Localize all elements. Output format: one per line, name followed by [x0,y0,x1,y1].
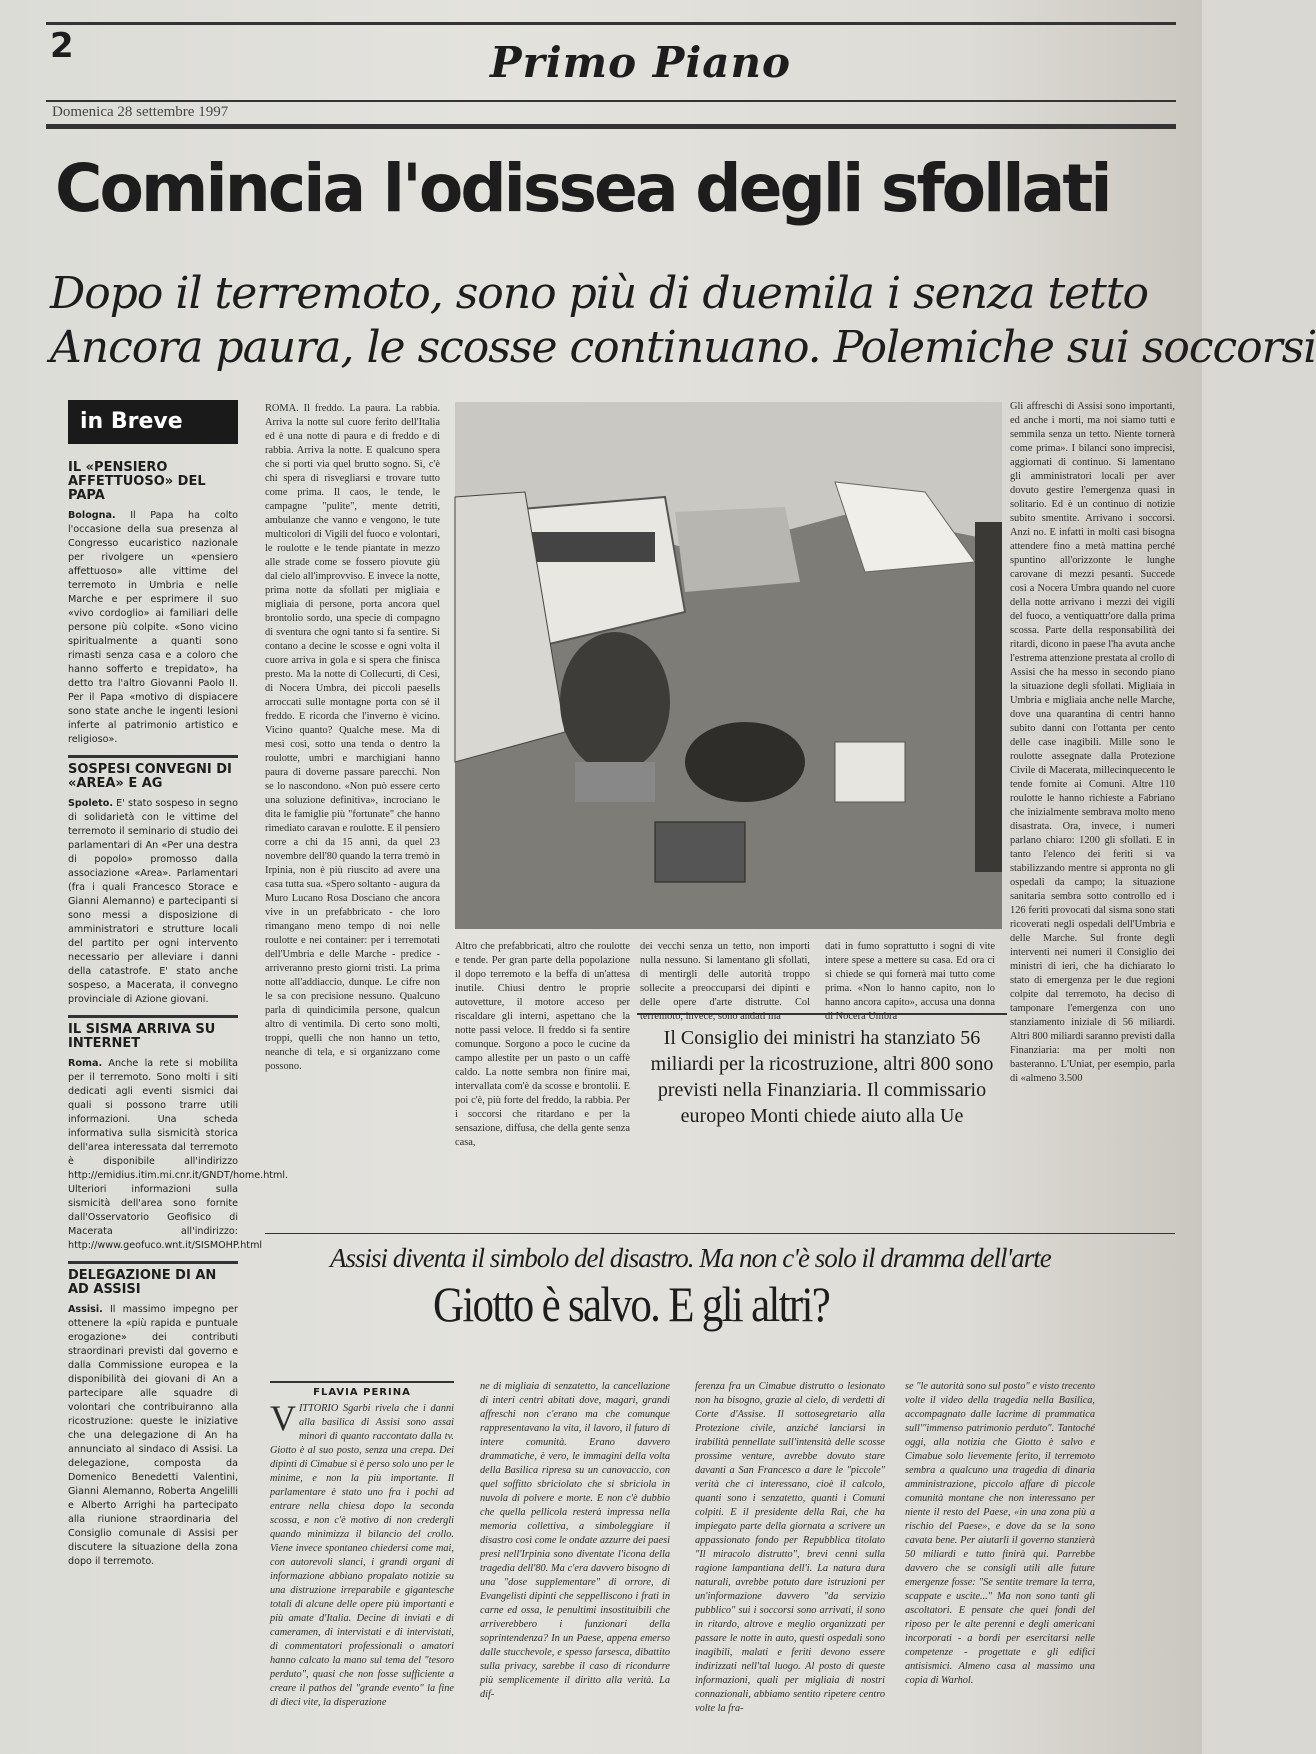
second-kicker: Assisi diventa il simbolo del disastro. Ma non c'è solo il dramma dell'arte [330,1243,1051,1273]
brief-text-4: Il massimo impegno per ottenere la «più rapida e puntuale erogazione» dei contributi straordinari previsti dal governo e dalla Commissione europea e la disponibilità dei giovani di An a partecipare alle squadre di volontari che contribuiranno alla ricostruzione: queste le iniziative che una delegazione di An ha annunciato al sindaco di Assisi. La delegazione, composta da Domenico Benedetti Valentini, Gianni Alemanno, Roberta Angelilli e Alberto Arrighi ha partecipato alla riunione straordinaria del Consiglio comunale di Assisi per discutere la situazione della zona dopo il terremoto. [68,1304,238,1567]
photo-illustration [455,402,1002,929]
second-column-4: se "le autorità sono sul posto" e visto trecento volte il video della tragedia nella Basilica, accompagnato dalle lacrime di prammatica sull'"immenso patrimonio perduto". Tantoché oggi, alla notizia che Giotto è salvo e Cimabue solo lievemente ferito, il terremoto sembra a qualcuno una tragedia di dinaria amministrazione, piccolo affare di piccole comunità montane che non interessano per niente il resto del Paese, «in una zona più a rischio del Paese», e dove da se la sono cavata bene. Per aiutarli il governo stanzierà 50 miliardi e tutto finirà qui. Parrebbe davvero che se consigli utili alle future emergenze fosse: "Se sentite tremare la terra, scappate e uscite..." Ma non sono tanti gli ascoltatori. E pensate che quei fondi del riposo per le alte perenni e degli americani incorporati - a bordi per esercitarsi nelle competenze - progettate e gli edifici antisismici. Almeno casa al massimo una copia di Warhol. [905,1381,1095,1686]
brief-place-3: Roma. [68,1058,103,1069]
brief-text-1: Il Papa ha colto l'occasione della sua presenza al Congresso eucaristico nazionale per rivolgere un «pensiero affettuoso» alle vittime del terremoto in Umbria e nelle Marche e per esprimere il suo «vivo cordoglio» ai familiari delle persone più colpite. «Sono vicino spiritualmente a quanti sono rimasti senza casa e a coloro che hanno sofferto e trepidato», ha detto tra l'altro Giovanni Paolo II. Per il Papa «motivo di dispiacere sono state anche le ingenti lesioni inferte al patrimonio artistico e religioso». [68,510,238,745]
brief-title-2: SOSPESI CONVEGNI DI «AREA» E AG [68,755,238,791]
second-column-1-text: ITTORIO Sgarbi rivela che i danni alla basilica di Assisi sono assai minori di quanto raccontato dalla tv. Giotto è al suo posto, senza una crepa. Dei dipinti di Cimabue si è perso solo uno per le minime, e non la più importante. Il parlamentare è stato uno fra i pochi ad entrare nella chiesa dopo la seconda scossa, e non c'è motivo di non credergli quando minimizza il bilancio del crollo. Viene invece spontaneo chiedersi come mai, con autorevoli slanci, i grandi organi di informazione abbiano propalato notizie su una distruzione irreparabile e gigantesche totali di alcune delle opere più importanti e più amate d'Italia. Decine di inviati e di cameramen, di intervistati e di intervistati, di commentatori professionali o amatori hanno calcato la mano sul tema del "tesoro perduto", quasi che non fosse sufficiente a creare il pathos del "grande evento" la fine di dieci vite, la disperazione [270,1403,454,1708]
brief-title-3: IL SISMA ARRIVA SU INTERNET [68,1015,238,1051]
second-headline: Giotto è salvo. E gli altri? [433,1276,830,1332]
article-column-3-end [640,1158,810,1228]
second-column-2: ne di migliaia di senzatetto, la cancellazione di interi centri abitati dove, magari, grandi affreschi non c'erano ma che comunque rappresentavano la vita, il lavoro, il futuro di intere comunità. Erano davvero drammatiche, è vero, le immagini della volta della Basilica ripresa su un canovaccio, con quel soffitto sbriciolato che si sbriciola in nuvola di polvere e morte. E non c'è dubbio che quella pellicola resterà impressa nella memoria collettiva, a simboleggiare il disastro così come le ondate azzurre dei paesi presi nell'Irpinia sono diventate l'icona della tragedia dell'80. Ma c'era davvero bisogno di una "dose supplementare" di orrore, di Evangelisti dipinti che seppelliscono i frati in carne ed ossa, le penultimi insostituibili che arriverebbero i funzionari della soprintendenza? In un Paese, appena emerso dalle stucchevole, e spesso farsesca, dibattito sulla privacy, sarebbe il caso di ricondurre più semplicemente il diritto alla verità. La dif- [480,1381,670,1700]
section-divider [265,1233,1175,1234]
second-column-3: ferenza fra un Cimabue distrutto o lesionato non ha bisogno, grazie al cielo, di verdetti di Corte d'Assise. Il sottosegretario alla Protezione civile, anziché lanciarsi in irabilità pennellate sull'intensità delle scosse prossime venture, avrebbe dovuto stare davanti a San Francesco a dare le "piccole" verità che ci interessano, cioè il calcolo, quanti sono i senzatetto, quanti i Comuni colpiti. E il presidente della Rai, che ha impiegato parte della giornata a scrivere un appassionato fondo per Repubblica titolato "Il miracolo distrutto", brevi cenni sulla ragione lampantiana dell'i. La natura dura naturali, avrebbe potuto dare istruzioni per un'informazione davvero "da servizio pubblico" sui i soccorsi sono arrivati, il sono in ritardo, altrove e meglio organizzati per passare le notte in auto, questi ospedali sono inagibili, malati e feriti devono essere indirizzati nell'tal luogo. Al posto di queste informazioni, quali per migliaia di nostri connazionali, abbiamo sentito ripetere centro volte la fra- [695,1381,885,1714]
brief-title-1: IL «PENSIERO AFFETTUOSO» DEL PAPA [68,460,206,503]
brief-body-1 [68,509,238,747]
second-column-1 [270,1398,454,1732]
brief-body-4 [68,1303,238,1567]
in-breve-label: in Breve [68,400,238,444]
brief-place-2: Spoleto. [68,798,113,809]
brief-text-3: Anche la rete si mobilita per il terremoto. Sono molti i siti dedicati agli eventi sismici dai quali si possono trarre utili informazioni. Una scheda informativa sulla sismicità storica dell'area interessata dal terremoto è disponibile all'indirizzo http://emidius.itim.mi.cnr.it/GNDT/home.html. Ulteriori informazioni sulla sismicità dell'area sono fornite dall'Osservatorio Geofisico di Macerata all'indirizzo: http://www.geofuco.wnt.it/SISMOHP.html [68,1058,289,1251]
brief-place-1: Bologna. [68,510,116,521]
brief-text-2: E' stato sospeso in segno di solidarietà con le vittime del terremoto il seminario di studio dei parlamentari di An «Per una destra di popolo» promosso dalla associazione «Area». Parlamentari (fra i quali Francesco Storace e Gianni Alemanno) e partecipanti si sono messi a disposizione di amministratori e strutture locali del partito per ogni intervento necessario per alleviare i danni della catastrofe. E' stato anche sospeso, a Macerata, il convegno provinciale di Azione giovani. [68,798,238,1005]
date-rule [46,124,1176,129]
deck-line-2: Ancora paura, le scosse continuano. Polemiche sui soccorsi [50,322,1316,373]
top-rule [46,22,1176,25]
byline: FLAVIA PERINA [270,1381,454,1398]
brief-body-2 [68,797,238,1007]
article-column-4: dati in fumo soprattutto i sogni di vite intere spese a mettere su casa. Ed ora ci si chiede se qui fornerà mai tutto come prima. «Non lo hanno capito, non lo hanno ancora capito», accusa una donna di Nocera Umbra [825,941,995,1022]
article-column-2: Altro che prefabbricati, altro che roulotte e tende. Per gran parte della popolazione il dopo terremoto e la beffa di un'attesa inutile. Chiusi dentro le proprie autovetture, il motore acceso per riscaldare gli interni, aspettano che la notte passi veloce. Il freddo si fa sentire comunque. Sorgono a poco le cucine da campo allestite per un pasto o un caffè caldo. La notte sembra non finire mai, intervallata com'è da scosse e brontolii. E poi c'è, più forte del freddo, la rabbia. Per i soccorsi che ritardano e per la sensazione, diffusa, che della gente senza casa, [455,941,630,1148]
section-masthead: Primo Piano [490,38,792,87]
main-headline: Comincia l'odissea degli sfollati [55,150,1110,227]
article-column-1: ROMA. Il freddo. La paura. La rabbia. Arriva la notte sul cuore ferito dell'Italia ed è una notte di paura e di freddo e di rabbia. Arriva la notte. E qualcuno spera che si porti via quel brutto sogno. Sì, c'è chi spera di risvegliarsi e trovare tutto come prima. Il caos, le tende, le campagne "pulite", mente detriti, ambulanze che vanno e vengono, le tute multicolori di Vigili del fuoco e volontari, le roulotte e le tende piantate in mezzo alle strade come se fossero piovute giù dal cielo all'improvviso. E invece la notte, prima notte da sfollati per migliaia e migliaia di persone, porta ancora quel brontolio sordo, una specie di compagno di sventura che ogni tanto si fa sentire. Si contano a decine le scosse e ogni volta il cuore arriva in gola e si spera che finisca presto. Ma la notte di Collecurti, di Cesi, di Nocera Umbra, dei piccoli paesells arroccati sulle montagne porta con sé il freddo. E ricorda che l'inverno è vicino. Vicino quanto? Qualche mese. Ma di mesi così, sotto una tenda o dentro la roulotte, umbri e marchigiani hanno paura di doverne passare parecchi. Non se lo nascondono. «Non può essere certo una soluzione definitiva», incrociano le dita le famiglie più "fortunate" che hanno rimediato caravan e roulotte. E il pensiero corre a chi da 15 anni, da quel 23 novembre dell'80 quando la terra tremò in Irpinia, non è più riuscito ad avere una casa tutta sua. «Spero soltanto - augura da Muro Lucano Rosa Dosciano che ancora vive in un prefabbricato - che loro rimangano meno tempo di noi nelle roulotte e nei container: per i terremotati dell'Umbria e delle Marche - predice - arriveranno presto giorni tristi. La prima notte all'addiaccio, dunque. Le cifre non le sa con precisione nessuno. Qualcuno parla di quindicimila persone, qualcun altro di ventimila. Di certo sono molti, troppi, quelli che non hanno un tetto, neanche di tela, e si organizzano come possono. [265,403,440,1072]
photo-refugee-camp [455,402,1002,929]
article-column-3: dei vecchi senza un tetto, non importi nulla nessuno. Si lamentano gli sfollati, di mentirgli delle autorità troppo sollecite a preoccuparsi dei dipinti e delle opere d'arte distrutte. Col terremoto, invece, sono andati ma [640,941,810,1022]
article-column-5: Gli affreschi di Assisi sono importanti, ed anche i morti, ma noi siamo tutti e semmila senza un tetto. Niente tornerà come prima». I bilanci sono imprecisi, aggiornati di continuo. Si lamentano gli amministratori locali per aver dovuto gestire l'emergenza quasi in solitario. Ed è un continuo di notizie subito smentite. Arrivano i soccorsi. Anzi no. E infatti in molti casi bisogna attendere fino a metà mattina perché spuntino all'orizzonte le lunghe carovane di mezzi pesanti. Succede così a Nocera Umbra quando nel cuore della notte arrivano i mezzi dei vigili del fuoco, a ventiquattr'ore dalla prima scossa. Parte della responsabilità dei ritardi, dicono in paese l'ha avuta anche l'estrema attenzione prestata al crollo di Assisi che ha messo in secondo piano la situazione degli sfollati. Migliaia in Umbria e migliaia anche nelle Marche, dove una quarantina di centri hanno subito danni con l'ottanta per cento delle case inagibili. Mille sono le roulotte assegnate dalla Protezione Civile di Macerata, millecinquecento le tende fornite ai Comuni. Altre 110 roulotte le hanno richieste a Fabriano che inizialmente sembrava molto meno disastrata. Ora, invece, i numeri parlano chiaro: 1200 gli sfollati. E in tanto l'elenco dei feriti si va stabilizzando mentre si appronta no gli ospedali da campo; la situazione sanitaria sembra sotto controllo ed i 126 feriti provocati dal sisma sono stati ricoverati negli ospedali dell'Umbria e delle Marche. Sul fronte degli interventi nei numeri il Consiglio dei ministri di ieri, che ha dichiarato lo stato di emergenza per le due regioni colpite dal terremoto, ha deciso di tamponare l'emergenza con uno stanziamento iniziale di 56 miliardi. Altri 800 miliardi saranno previsti dalla Finanziaria: ma per molti non basteranno. L'Uniat, per esempio, parla di «almeno 3.500 [1010,401,1175,1084]
brief-place-4: Assisi. [68,1304,103,1315]
page-number: 2 [50,26,74,66]
pull-quote: Il Consiglio dei ministri ha stanziato 56 miliardi per la ricostruzione, altri 800 sono previsti nella Finanziaria. Il commissario europeo Monti chiede aiuto alla Ue [637,1013,1007,1129]
masthead-rule [46,100,1176,102]
dateline: Domenica 28 settembre 1997 [52,104,229,120]
brief-title-4: DELEGAZIONE DI AN AD ASSISI [68,1261,238,1297]
drop-cap: V [270,1398,296,1438]
in-breve-sidebar [68,400,289,1567]
brief-body-3 [68,1057,289,1253]
deck-line-1: Dopo il terremoto, sono più di duemila i senza tetto [50,268,1149,319]
